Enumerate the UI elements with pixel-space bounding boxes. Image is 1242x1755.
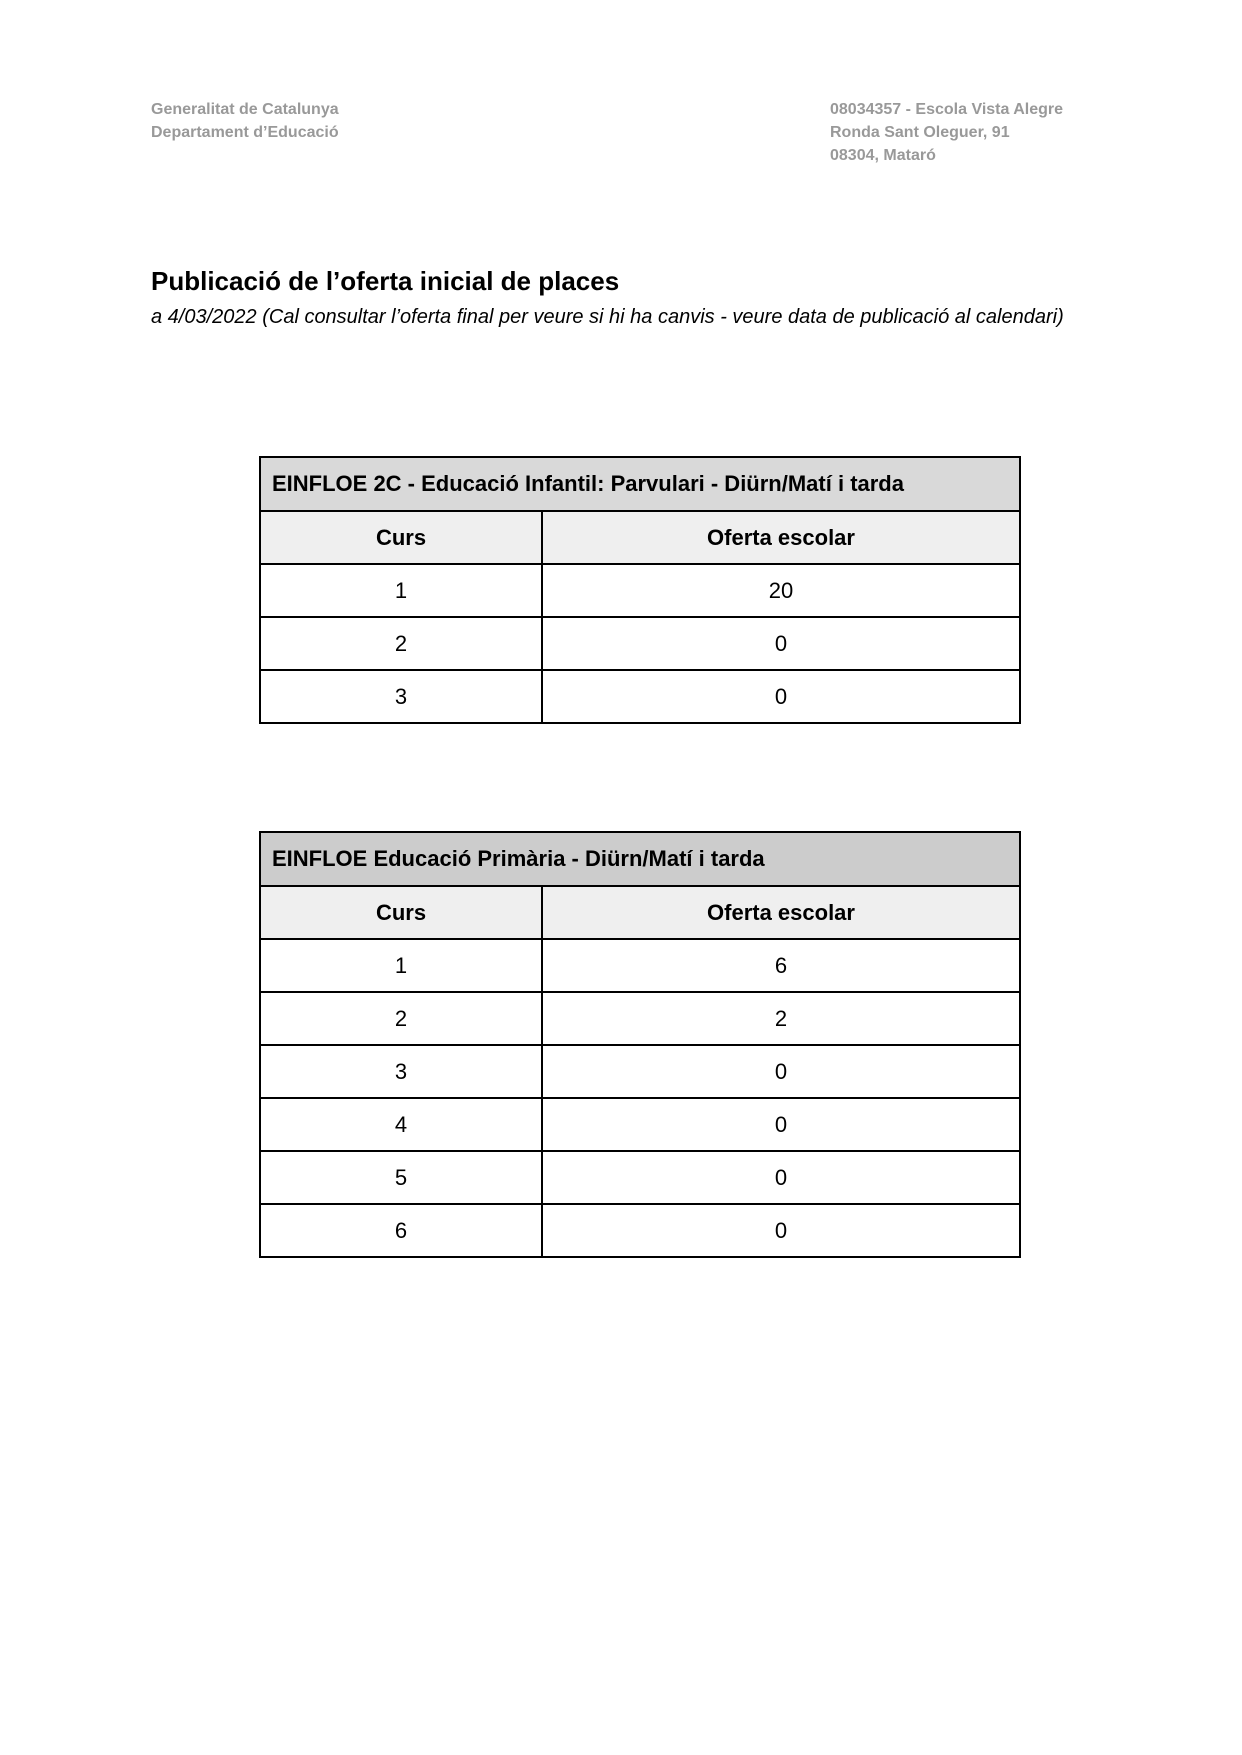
department-header <box>151 98 339 144</box>
oferta-cell: 0 <box>542 617 1020 670</box>
curs-cell: 2 <box>260 617 542 670</box>
curs-cell: 6 <box>260 1204 542 1257</box>
oferta-cell: 0 <box>542 1098 1020 1151</box>
curs-cell: 3 <box>260 1045 542 1098</box>
table-caption: EINFLOE Educació Primària - Diürn/Matí i tarda <box>260 832 1020 886</box>
column-header: Curs <box>260 511 542 564</box>
curs-cell: 4 <box>260 1098 542 1151</box>
header-line: Ronda Sant Oleguer, 91 <box>830 124 1010 141</box>
table-row <box>260 992 1020 1045</box>
oferta-cell: 2 <box>542 992 1020 1045</box>
header-line: 08034357 - Escola Vista Alegre <box>830 101 1064 118</box>
table-caption: EINFLOE 2C - Educació Infantil: Parvulari - Diürn/Matí i tarda <box>260 457 1020 511</box>
table-row <box>260 1098 1020 1151</box>
table-row <box>260 939 1020 992</box>
curs-cell: 1 <box>260 564 542 617</box>
header-line: Generalitat de Catalunya <box>151 101 339 118</box>
curs-cell: 3 <box>260 670 542 723</box>
table-row <box>260 670 1020 723</box>
table-row <box>260 564 1020 617</box>
table-row <box>260 1045 1020 1098</box>
header-line: 08304, Mataró <box>830 147 936 164</box>
table-row <box>260 1151 1020 1204</box>
infantil-offer-table <box>259 456 1021 724</box>
primaria-offer-table <box>259 831 1021 1258</box>
oferta-cell: 20 <box>542 564 1020 617</box>
oferta-cell: 0 <box>542 1045 1020 1098</box>
column-header: Oferta escolar <box>542 886 1020 939</box>
school-header <box>830 98 1063 167</box>
table-row <box>260 1204 1020 1257</box>
column-header: Curs <box>260 886 542 939</box>
page-subtitle: a 4/03/2022 (Cal consultar l’oferta final per veure si hi ha canvis - veure data de publicació al calendari) <box>151 306 1064 328</box>
oferta-cell: 0 <box>542 1151 1020 1204</box>
page-title: Publicació de l’oferta inicial de places <box>151 266 620 296</box>
curs-cell: 5 <box>260 1151 542 1204</box>
header-line: Departament d’Educació <box>151 124 339 141</box>
column-header: Oferta escolar <box>542 511 1020 564</box>
oferta-cell: 6 <box>542 939 1020 992</box>
curs-cell: 1 <box>260 939 542 992</box>
table-row <box>260 617 1020 670</box>
oferta-cell: 0 <box>542 670 1020 723</box>
oferta-cell: 0 <box>542 1204 1020 1257</box>
curs-cell: 2 <box>260 992 542 1045</box>
